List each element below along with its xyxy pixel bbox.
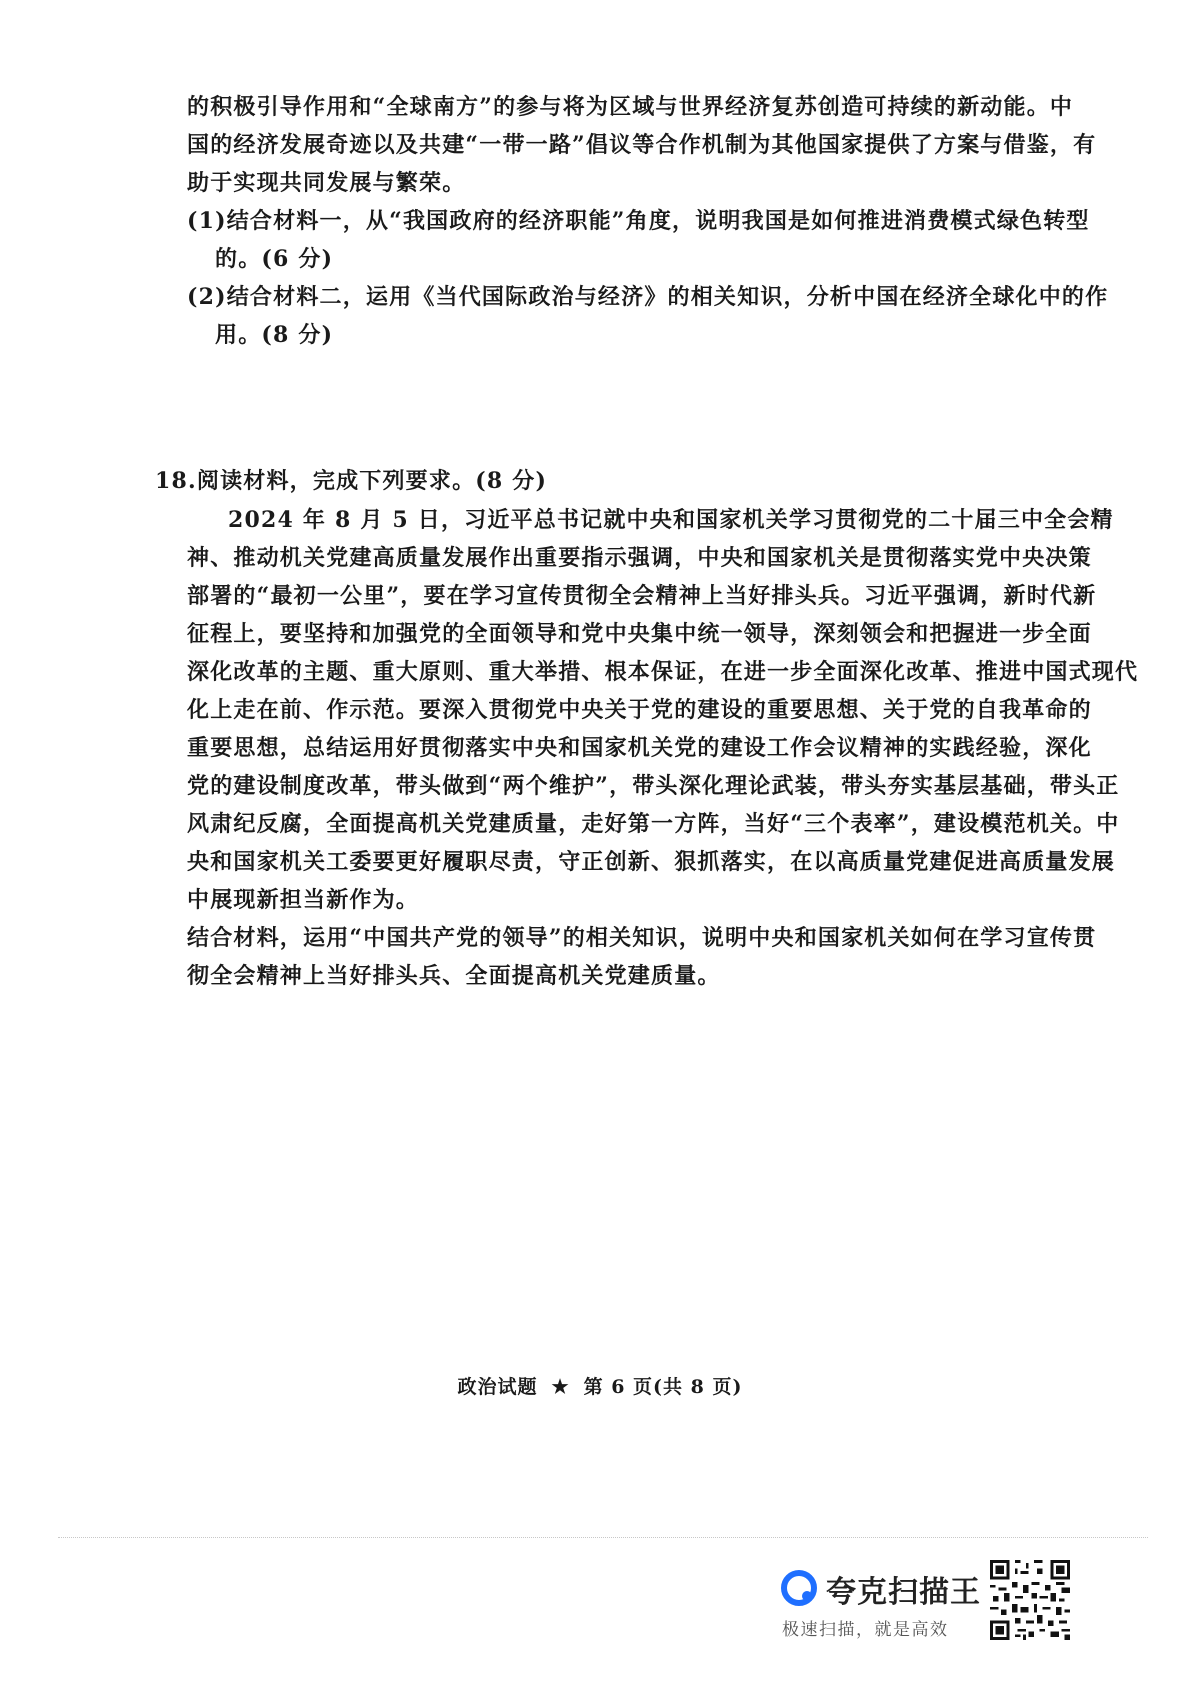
footer-page-number: 第 6 页(共 8 页) <box>583 1376 743 1398</box>
subquestion-1: (1)结合材料一，从“我国政府的经济职能”角度，说明我国是如何推进消费模式绿色转型 <box>187 208 1090 234</box>
material-line: 神、推动机关党建高质量发展作出重要指示强调，中央和国家机关是贯彻落实党中央决策 <box>187 545 1092 571</box>
subquestion-1-cont: 的。(6 分) <box>215 246 334 272</box>
material-line: 征程上，要坚持和加强党的全面领导和党中央集中统一领导，深刻领会和把握进一步全面 <box>187 621 1092 647</box>
qr-code-icon <box>990 1560 1070 1640</box>
material-line: 重要思想，总结运用好贯彻落实中央和国家机关党的建设工作会议精神的实践经验，深化 <box>187 735 1092 761</box>
page-footer <box>0 1372 1200 1399</box>
text-line: 助于实现共同发展与繁荣。 <box>187 170 466 196</box>
scan-divider <box>58 1537 1148 1538</box>
question-18-prompt: 结合材料，运用“中国共产党的领导”的相关知识，说明中央和国家机关如何在学习宣传贯 <box>187 925 1097 951</box>
question-18-prompt-cont: 彻全会精神上当好排头兵、全面提高机关党建质量。 <box>187 963 721 989</box>
text-line: 的积极引导作用和“全球南方”的参与将为区域与世界经济复苏创造可持续的新动能。中 <box>187 94 1074 120</box>
material-line: 部署的“最初一公里”，要在学习宣传贯彻全会精神上当好排头兵。习近平强调，新时代新 <box>187 583 1097 609</box>
star-icon: ★ <box>551 1376 570 1398</box>
material-line: 中展现新担当新作为。 <box>187 887 420 913</box>
material-line: 党的建设制度改革，带头做到“两个维护”，带头深化理论武装，带头夯实基层基础，带头正 <box>187 773 1120 799</box>
brand-slogan: 极速扫描，就是高效 <box>782 1620 949 1640</box>
material-line: 风肃纪反腐，全面提高机关党建质量，走好第一方阵，当好“三个表率”，建设模范机关。中 <box>187 811 1120 837</box>
text-line: 国的经济发展奇迹以及共建“一带一路”倡议等合作机制为其他国家提供了方案与借鉴，有 <box>187 132 1097 158</box>
subquestion-2: (2)结合材料二，运用《当代国际政治与经济》的相关知识，分析中国在经济全球化中的作 <box>187 284 1109 310</box>
question-18-heading: 18.阅读材料，完成下列要求。(8 分) <box>155 468 548 494</box>
subquestion-2-cont: 用。(8 分) <box>215 322 334 348</box>
material-line: 化上走在前、作示范。要深入贯彻党中央关于党的建设的重要思想、关于党的自我革命的 <box>187 697 1092 723</box>
material-line: 深化改革的主题、重大原则、重大举措、根本保证，在进一步全面深化改革、推进中国式现代 <box>187 659 1139 685</box>
footer-subject: 政治试题 <box>457 1376 538 1398</box>
scanner-watermark <box>780 1565 1000 1640</box>
material-line: 央和国家机关工委要更好履职尽责，守正创新、狠抓落实，在以高质量党建促进高质量发展 <box>187 849 1116 875</box>
brand-name: 夸克扫描王 <box>826 1575 981 1610</box>
material-line: 2024 年 8 月 5 日，习近平总书记就中央和国家机关学习贯彻党的二十届三中全会精 <box>228 507 1114 533</box>
quark-logo-icon <box>780 1569 818 1607</box>
